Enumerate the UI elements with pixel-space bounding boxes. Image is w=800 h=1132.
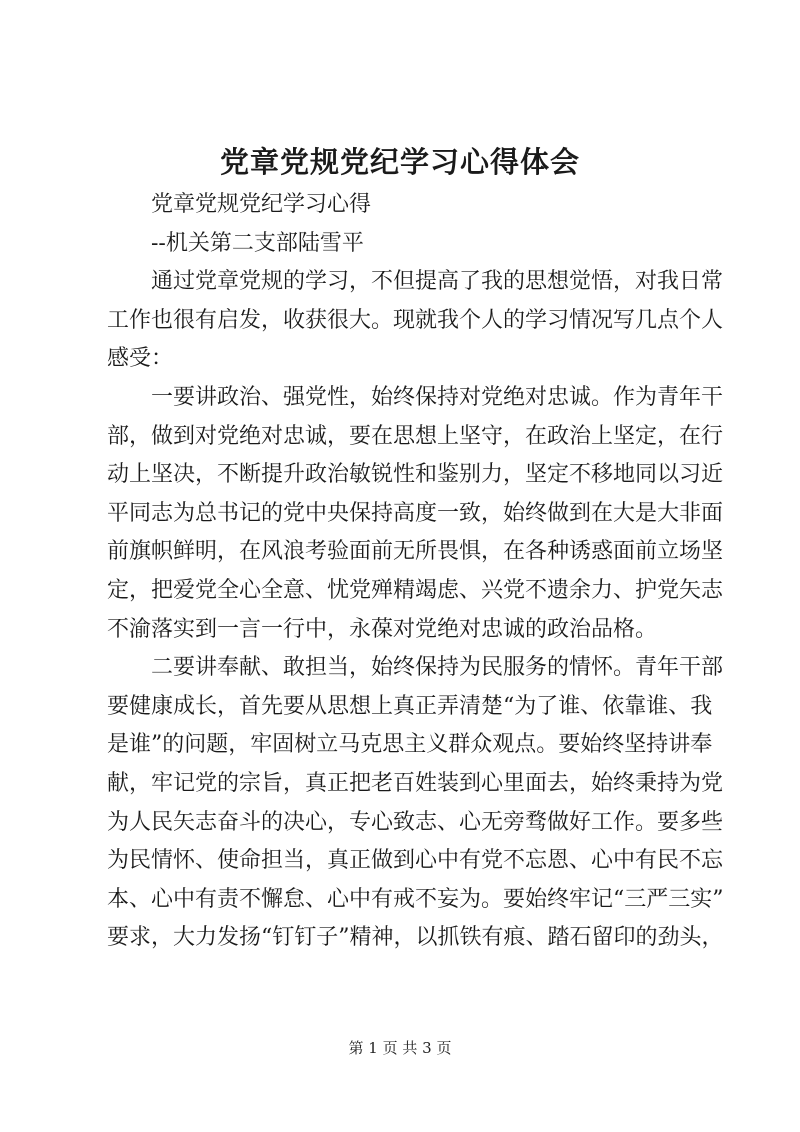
paragraph-line: 动上坚决，不断提升政治敏锐性和鉴别力，坚定不移地同以习近	[107, 462, 724, 488]
document-subtitle: 党章党规党纪学习心得	[151, 192, 372, 217]
paragraph-line: 本、心中有责不懈怠、心中有戒不妄为。要始终牢记“三严三实”	[107, 886, 724, 912]
paragraph-line: 为人民矢志奋斗的决心，专心致志、心无旁骛做好工作。要多些	[107, 809, 724, 835]
paragraph-line: 一要讲政治、强党性，始终保持对党绝对忠诚。作为青年干	[151, 384, 724, 410]
paragraph-line: 部，做到对党绝对忠诚，要在思想上坚守，在政治上坚定，在行	[107, 423, 724, 449]
paragraph-line: 平同志为总书记的党中央保持高度一致，始终做到在大是大非面	[107, 500, 724, 526]
paragraph-line: 要健康成长，首先要从思想上真正弄清楚“为了谁、依靠谁、我	[107, 693, 713, 719]
paragraph-line: 感受：	[107, 346, 174, 372]
document-title: 党章党规党纪学习心得体会	[219, 145, 580, 179]
paragraph-line: 献，牢记党的宗旨，真正把老百姓装到心里面去，始终秉持为党	[107, 770, 724, 796]
paragraph-line: 通过党章党规的学习，不但提高了我的思想觉悟，对我日常	[151, 269, 724, 295]
paragraph-2	[107, 379, 724, 649]
paragraph-line: 要求，大力发扬“钉钉子”精神，以抓铁有痕、踏石留印的劲头，	[107, 925, 724, 951]
paragraph-line: 定，把爱党全心全意、忧党殚精竭虑、兴党不遗余力、护党矢志	[107, 577, 724, 603]
paragraph-line: 不渝落实到一言一行中，永葆对党绝对忠诚的政治品格。	[107, 616, 658, 642]
paragraph-line: 前旗帜鲜明，在风浪考验面前无所畏惧，在各种诱惑面前立场坚	[107, 539, 724, 565]
document-author: --机关第二支部陆雪平	[151, 230, 364, 256]
page-footer: 第 1 页 共 3 页	[348, 1039, 452, 1057]
document-body	[107, 186, 724, 958]
paragraph-line: 为民情怀、使命担当，真正做到心中有党不忘恩、心中有民不忘	[107, 848, 724, 874]
paragraph-line: 是谁”的问题，牢固树立马克思主义群众观点。要始终坚持讲奉	[107, 732, 713, 758]
paragraph-line: 工作也很有启发，收获很大。现就我个人的学习情况写几点个人	[107, 307, 724, 333]
paragraph-line: 二要讲奉献、敢担当，始终保持为民服务的情怀。青年干部	[151, 655, 724, 681]
paragraph-3	[107, 649, 724, 958]
paragraph-1	[107, 263, 724, 379]
